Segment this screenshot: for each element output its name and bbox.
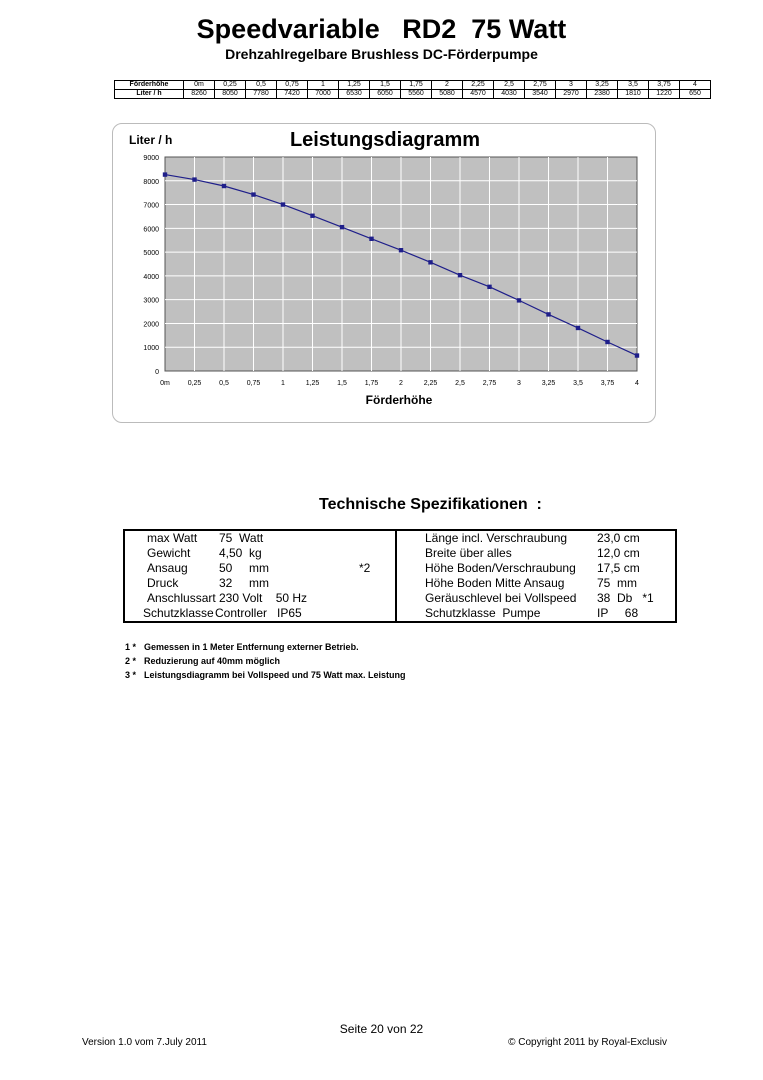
spec-label: max Watt xyxy=(147,531,198,545)
spec-right-cell xyxy=(396,546,676,561)
spec-label: Schutzklasse Pumpe xyxy=(425,606,541,620)
performance-row-flow xyxy=(115,90,711,99)
footnote xyxy=(125,640,406,654)
footnote-number: 3 * xyxy=(125,670,137,680)
x-tick-label: 2 xyxy=(399,380,403,387)
height-cell: 3,75 xyxy=(649,81,680,90)
flow-cell: 650 xyxy=(680,90,711,99)
spec-label: Schutzklasse xyxy=(143,606,214,620)
x-tick-label: 1,5 xyxy=(337,380,347,387)
spec-value: 75 mm xyxy=(597,576,638,590)
data-point xyxy=(340,225,344,229)
y-tick-label: 4000 xyxy=(143,273,159,281)
flow-cell: 8050 xyxy=(215,90,246,99)
y-tick-label: 5000 xyxy=(143,250,159,258)
spec-right-cell xyxy=(396,591,676,606)
spec-right-cell xyxy=(396,561,676,576)
spec-label: Höhe Boden/Verschraubung xyxy=(425,561,576,575)
y-tick-label: 9000 xyxy=(143,155,159,162)
x-tick-label: 3 xyxy=(517,380,521,387)
footnote xyxy=(125,668,406,682)
height-cell: 0,25 xyxy=(215,81,246,90)
performance-table xyxy=(114,80,711,99)
spec-label: Breite über alles xyxy=(425,546,512,560)
spec-row xyxy=(124,546,676,561)
x-tick-label: 2,5 xyxy=(455,380,465,387)
spec-left-cell xyxy=(124,606,396,622)
footnote-number: 1 * xyxy=(125,642,137,652)
data-point xyxy=(458,273,462,277)
spec-label: Geräuschlevel bei Vollspeed xyxy=(425,591,577,605)
specs-title: Technische Spezifikationen : xyxy=(319,496,542,513)
spec-right-cell xyxy=(396,606,676,622)
flow-cell: 7420 xyxy=(277,90,308,99)
x-axis-label: Förderhöhe xyxy=(365,393,433,407)
footnotes xyxy=(125,640,406,682)
data-point xyxy=(192,177,196,181)
spec-value: 38 Db *1 xyxy=(597,591,654,605)
x-tick-label: 3,5 xyxy=(573,380,583,387)
data-point xyxy=(635,353,639,357)
data-point xyxy=(310,214,314,218)
flow-cell: 1220 xyxy=(649,90,680,99)
spec-note: *2 xyxy=(359,561,371,575)
spec-row xyxy=(124,561,676,576)
spec-row xyxy=(124,591,676,606)
spec-value: 230 Volt 50 Hz xyxy=(219,591,308,605)
row-label-flow: Liter / h xyxy=(115,90,184,99)
data-point xyxy=(369,237,373,241)
y-axis-label: Liter / h xyxy=(129,133,173,147)
flow-cell: 4030 xyxy=(494,90,525,99)
height-cell: 2,75 xyxy=(525,81,556,90)
footnote xyxy=(125,654,406,668)
height-cell: 3,5 xyxy=(618,81,649,90)
spec-left-cell xyxy=(124,530,396,546)
spec-right-cell xyxy=(396,530,676,546)
spec-value: 32 mm xyxy=(219,576,270,590)
footnote-text: Leistungsdiagramm bei Vollspeed und 75 Watt max. Leistung xyxy=(144,670,406,680)
y-tick-label: 8000 xyxy=(143,178,159,186)
x-tick-label: 3,25 xyxy=(541,380,556,387)
flow-cell: 6050 xyxy=(370,90,401,99)
document-subtitle: Drehzahlregelbare Brushless DC-Förderpumpe xyxy=(225,46,538,62)
data-point xyxy=(251,192,255,196)
data-point xyxy=(487,285,491,289)
spec-label: Anschlussart xyxy=(147,591,216,605)
spec-label: Höhe Boden Mitte Ansaug xyxy=(425,576,565,590)
x-tick-label: 1,75 xyxy=(364,380,379,387)
spec-left-cell xyxy=(124,546,396,561)
footnote-text: Reduzierung auf 40mm möglich xyxy=(144,656,281,666)
spec-row xyxy=(124,530,676,546)
flow-cell: 8260 xyxy=(184,90,215,99)
spec-value: IP 68 xyxy=(597,606,639,620)
spec-left-cell xyxy=(124,576,396,591)
data-point xyxy=(163,172,167,176)
x-tick-label: 2,25 xyxy=(423,380,438,387)
version-info: Version 1.0 vom 7.July 2011 xyxy=(82,1037,207,1048)
y-tick-label: 6000 xyxy=(143,226,159,234)
spec-label: Druck xyxy=(147,576,179,590)
x-tick-label: 0,75 xyxy=(246,380,261,387)
data-point xyxy=(546,312,550,316)
height-cell: 3,25 xyxy=(587,81,618,90)
height-cell: 3 xyxy=(556,81,587,90)
data-point xyxy=(399,248,403,252)
x-tick-labels xyxy=(160,380,639,387)
flow-cell: 1810 xyxy=(618,90,649,99)
x-tick-label: 0,5 xyxy=(219,380,229,387)
y-tick-label: 2000 xyxy=(143,321,159,329)
chart-title: Leistungsdiagramm xyxy=(289,129,481,151)
performance-chart xyxy=(112,123,654,421)
y-tick-label: 3000 xyxy=(143,297,159,305)
performance-row-height xyxy=(115,81,711,90)
spec-value: 50 mm xyxy=(219,561,270,575)
height-cell: 2 xyxy=(432,81,463,90)
height-cell: 1,5 xyxy=(370,81,401,90)
copyright: © Copyright 2011 by Royal-Exclusiv xyxy=(508,1037,667,1048)
flow-cell: 7780 xyxy=(246,90,277,99)
spec-right-cell xyxy=(396,576,676,591)
data-point xyxy=(428,260,432,264)
height-cell: 0,75 xyxy=(277,81,308,90)
flow-cell: 2970 xyxy=(556,90,587,99)
spec-left-cell xyxy=(124,561,396,576)
height-cell: 0,5 xyxy=(246,81,277,90)
spec-row xyxy=(124,576,676,591)
spec-label: Länge incl. Verschraubung xyxy=(425,531,568,545)
flow-cell: 5080 xyxy=(432,90,463,99)
flow-cell: 7000 xyxy=(308,90,339,99)
spec-value: 4,50 kg xyxy=(219,546,262,560)
x-tick-label: 2,75 xyxy=(482,380,497,387)
flow-cell: 4570 xyxy=(463,90,494,99)
height-cell: 1 xyxy=(308,81,339,90)
data-point xyxy=(576,326,580,330)
data-point xyxy=(222,184,226,188)
y-tick-labels xyxy=(143,155,159,376)
x-tick-label: 1 xyxy=(281,380,285,387)
flow-cell: 3540 xyxy=(525,90,556,99)
spec-row xyxy=(124,606,676,622)
spec-value: 12,0 cm xyxy=(597,546,640,560)
spec-value: 23,0 cm xyxy=(597,531,640,545)
height-cell: 0m xyxy=(184,81,215,90)
y-tick-label: 0 xyxy=(155,369,159,376)
data-point xyxy=(517,298,521,302)
spec-label: Ansaug xyxy=(147,561,188,575)
height-cell: 2,5 xyxy=(494,81,525,90)
spec-value: 75 Watt xyxy=(219,531,264,545)
height-cell: 1,75 xyxy=(401,81,432,90)
flow-cell: 2380 xyxy=(587,90,618,99)
flow-cell: 5560 xyxy=(401,90,432,99)
height-cell: 1,25 xyxy=(339,81,370,90)
flow-cell: 6530 xyxy=(339,90,370,99)
page-number: Seite 20 von 22 xyxy=(339,1022,424,1036)
row-label-height: Förderhöhe xyxy=(115,81,184,90)
x-tick-label: 3,75 xyxy=(600,380,615,387)
spec-value: Controller IP65 xyxy=(215,606,302,620)
spec-left-cell xyxy=(124,591,396,606)
y-tick-label: 1000 xyxy=(143,345,159,353)
y-tick-label: 7000 xyxy=(143,202,159,210)
data-point xyxy=(281,202,285,206)
height-cell: 4 xyxy=(680,81,711,90)
spec-label: Gewicht xyxy=(147,546,191,560)
x-tick-label: 1,25 xyxy=(305,380,320,387)
footnote-text: Gemessen in 1 Meter Entfernung externer Betrieb. xyxy=(144,642,359,652)
specs-table xyxy=(123,529,677,623)
x-tick-label: 4 xyxy=(635,380,639,387)
data-point xyxy=(605,340,609,344)
x-tick-label: 0m xyxy=(160,380,170,387)
footnote-number: 2 * xyxy=(125,656,137,666)
x-tick-label: 0,25 xyxy=(187,380,202,387)
document-title: Speedvariable RD2 75 Watt xyxy=(196,14,567,44)
height-cell: 2,25 xyxy=(463,81,494,90)
spec-value: 17,5 cm xyxy=(597,561,640,575)
